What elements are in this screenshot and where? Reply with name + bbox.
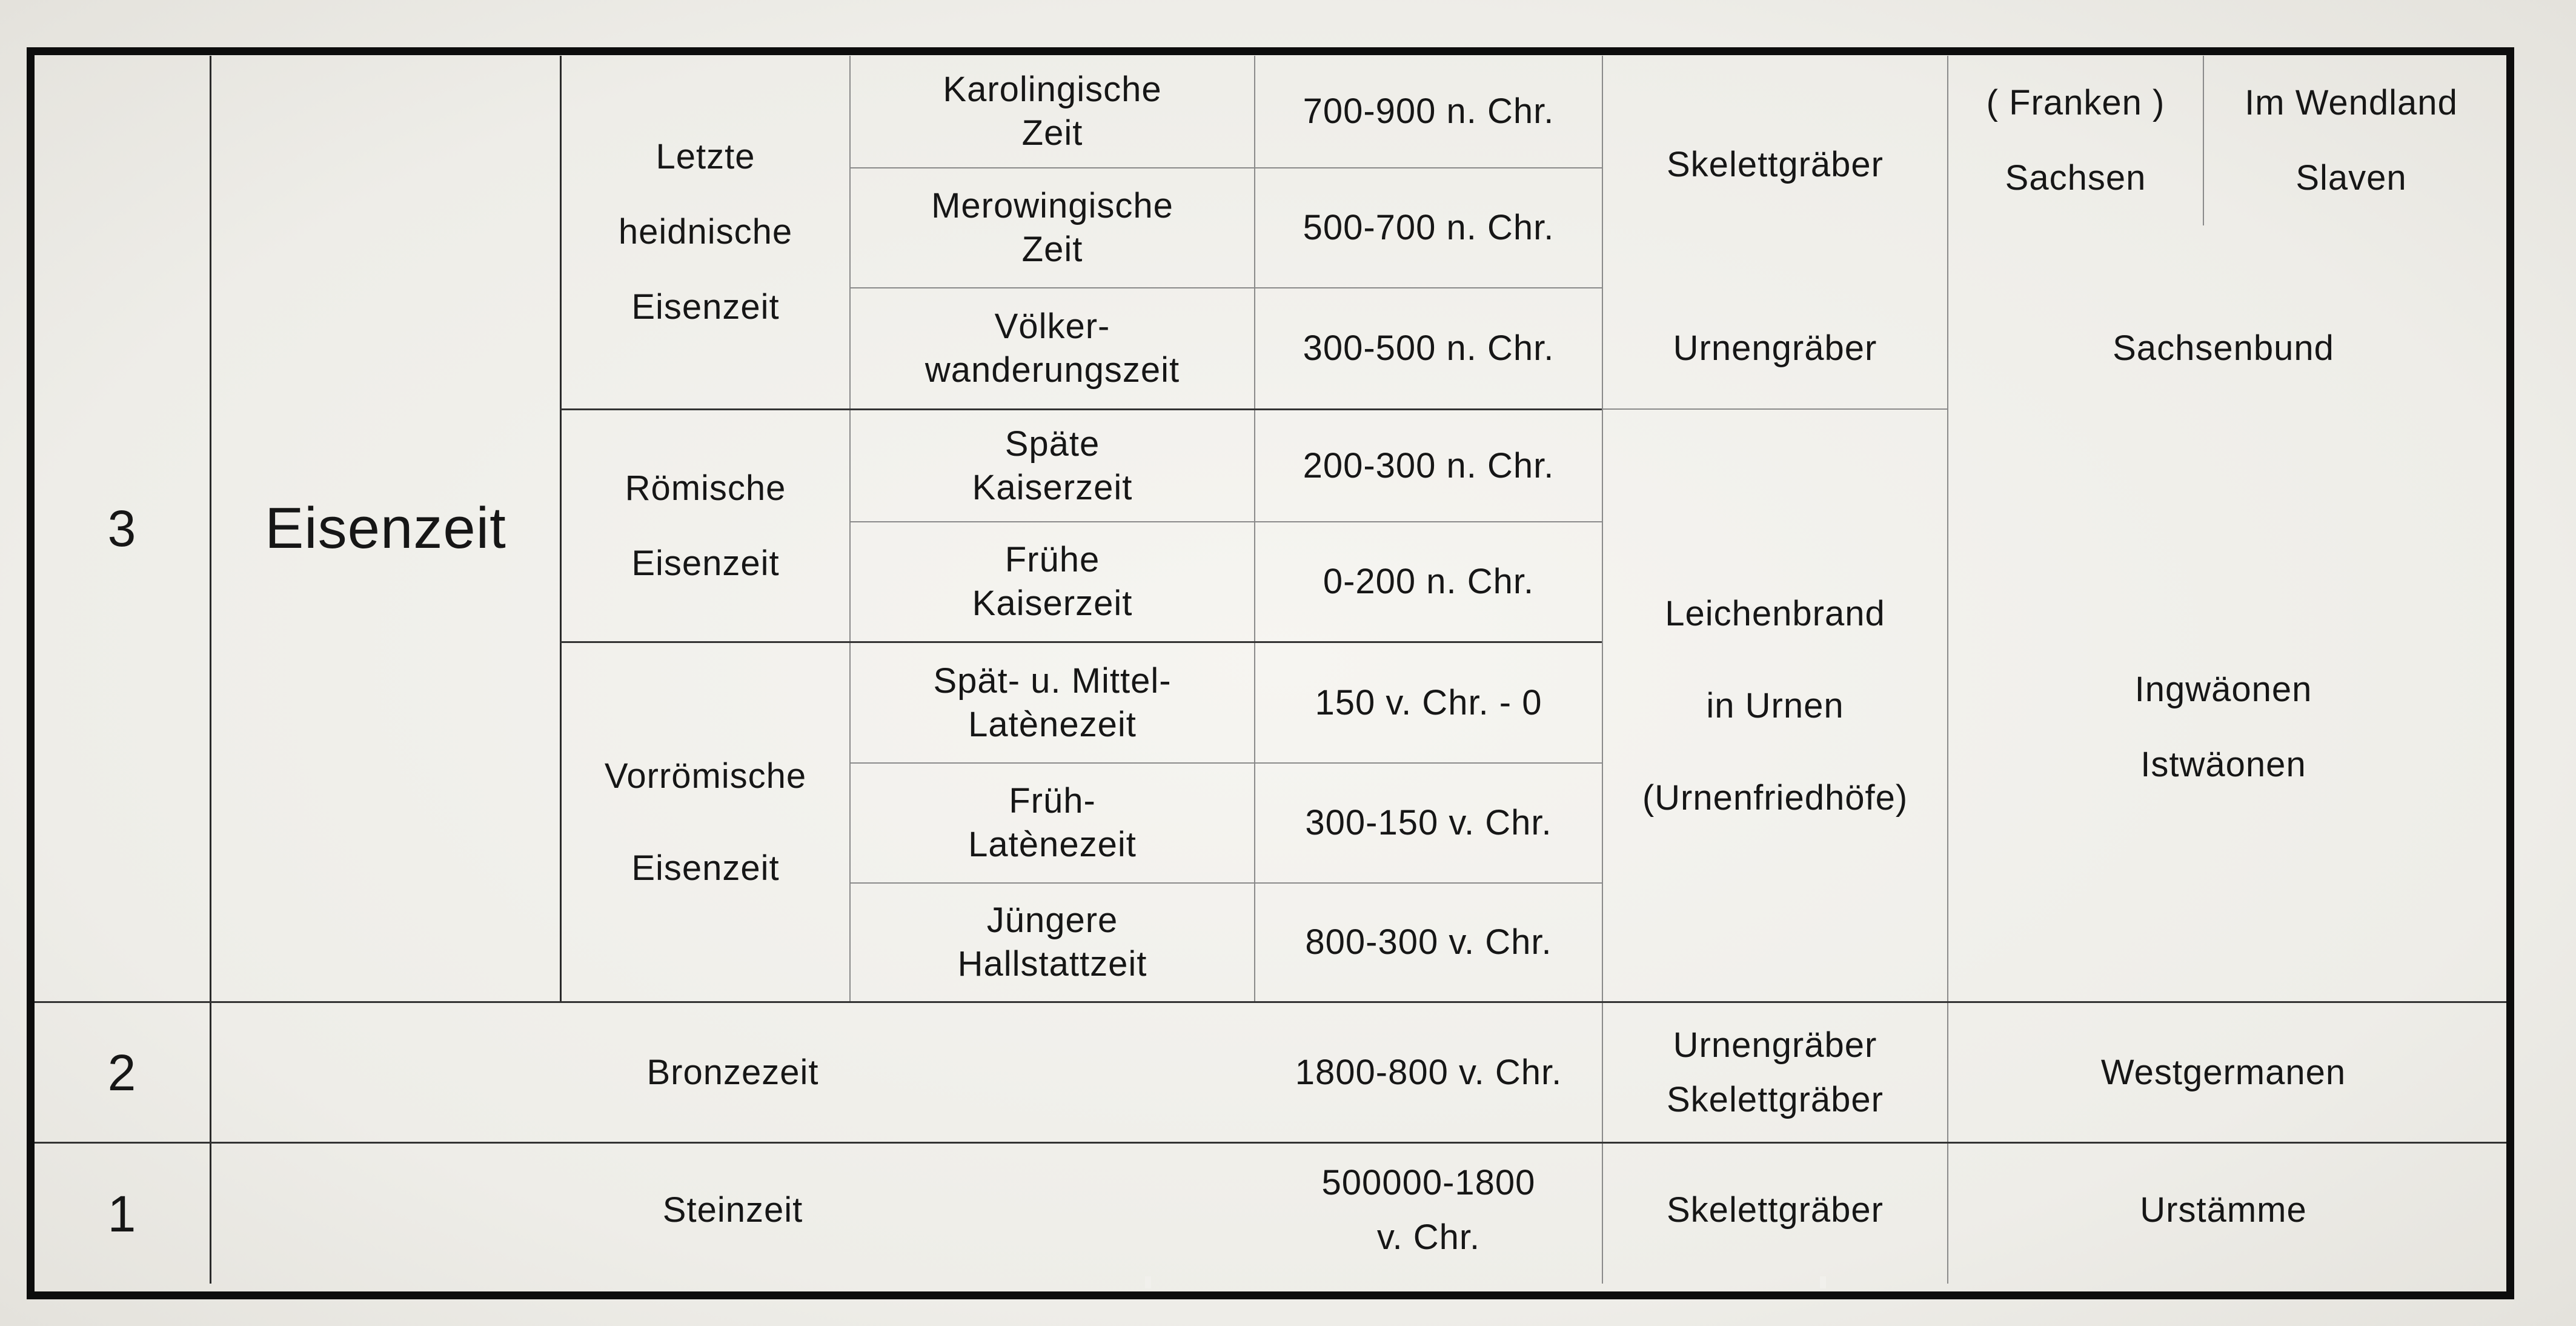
people-ingwaeonen-istwaeonen: Ingwäonen Istwäonen — [2134, 670, 2312, 784]
subperiod-spaet-mittel-latene: Spät- u. Mittel- Latènezeit — [933, 661, 1172, 744]
subperiod-frueh-latene: Früh- Latènezeit — [968, 781, 1137, 864]
people-slaven: Slaven — [2295, 158, 2407, 198]
date-steinzeit: 500000-1800 v. Chr. — [1321, 1162, 1536, 1257]
date-bronzezeit: 1800-800 v. Chr. — [1295, 1052, 1562, 1092]
people-westgermanen: Westgermanen — [2100, 1052, 2346, 1092]
date-spaet-mittel-latene: 150 v. Chr. - 0 — [1315, 682, 1542, 722]
subperiod-karolingisch: Karolingische Zeit — [943, 70, 1162, 153]
subperiod-spaete-kaiserzeit: Späte Kaiserzeit — [972, 424, 1133, 507]
date-spaete-kaiserzeit: 200-300 n. Chr. — [1303, 445, 1555, 485]
frame-gap-2 — [1820, 1276, 1826, 1288]
age-eisenzeit: Eisenzeit — [265, 496, 506, 561]
burial-bronzezeit: Urnengräber Skelettgräber — [1667, 1025, 1884, 1119]
burial-skelettgraeber-top: Skelettgräber — [1667, 145, 1884, 184]
subperiod-voelkerwanderung: Völker- wanderungszeit — [925, 307, 1180, 390]
people-wendland: Im Wendland — [2245, 83, 2458, 122]
people-urstaemme: Urstämme — [2140, 1190, 2307, 1230]
row-number-2: 2 — [107, 1044, 137, 1101]
date-merowingisch: 500-700 n. Chr. — [1303, 208, 1555, 247]
subperiod-juengere-hallstatt: Jüngere Hallstattzeit — [957, 901, 1147, 984]
burial-urnengraeber: Urnengräber — [1673, 328, 1877, 368]
date-fruehe-kaiserzeit: 0-200 n. Chr. — [1323, 562, 1535, 601]
period-bronzezeit: Bronzezeit — [646, 1052, 819, 1092]
subperiod-fruehe-kaiserzeit: Frühe Kaiserzeit — [972, 540, 1133, 623]
people-franken: ( Franken ) — [1986, 83, 2165, 122]
period-steinzeit: Steinzeit — [662, 1190, 803, 1230]
people-wendland-slaven — [2204, 56, 2498, 225]
epoch-roemische: Römische Eisenzeit — [625, 468, 786, 583]
burial-steinzeit: Skelettgräber — [1667, 1190, 1884, 1230]
frame-gap-1 — [1145, 1276, 1151, 1288]
rule-burial-1 — [1602, 408, 1947, 410]
epoch-letzte-heidnische: Letzte heidnische Eisenzeit — [618, 137, 793, 327]
row-number-1: 1 — [107, 1185, 137, 1242]
epoch-vorroemische: Vorrömische Eisenzeit — [604, 756, 807, 888]
date-juengere-hallstatt: 800-300 v. Chr. — [1305, 922, 1552, 962]
people-franken-sachsen — [1948, 56, 2203, 225]
burial-leichenbrand: Leichenbrand in Urnen (Urnenfriedhöfe) — [1642, 593, 1908, 818]
date-frueh-latene: 300-150 v. Chr. — [1305, 803, 1552, 842]
people-sachsenbund: Sachsenbund — [2113, 328, 2334, 368]
row-number-3: 3 — [107, 500, 137, 557]
subperiod-merowingisch: Merowingische Zeit — [931, 186, 1173, 269]
people-sachsen: Sachsen — [2005, 158, 2146, 198]
date-voelkerwanderung: 300-500 n. Chr. — [1303, 328, 1555, 368]
date-karolingisch: 700-900 n. Chr. — [1303, 92, 1555, 131]
